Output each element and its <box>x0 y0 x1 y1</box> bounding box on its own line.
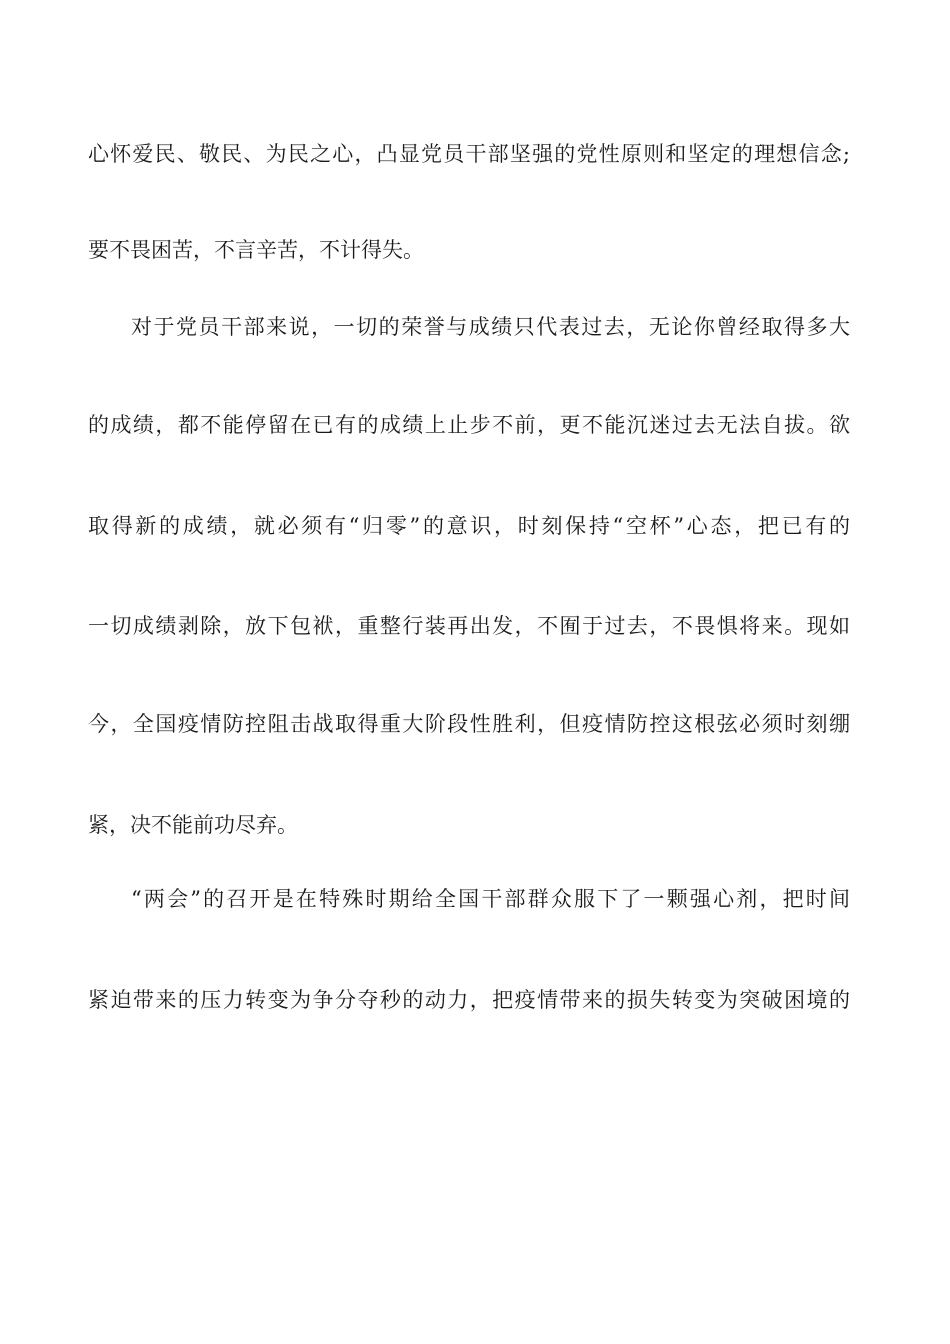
paragraph-3-line-2: 紧迫带来的压力转变为争分夺秒的动力，把疫情带来的损失转变为突破困境的 <box>88 988 850 1012</box>
text-line-1: 心怀爱民、敬民、为民之心，凸显党员干部坚强的党性原则和坚定的理想信念; <box>88 142 850 166</box>
paragraph-2-line-1: 对于党员干部来说，一切的荣誉与成绩只代表过去，无论你曾经取得多大 <box>131 315 850 339</box>
paragraph-2-line-5: 今，全国疫情防控阻击战取得重大阶段性胜利，但疫情防控这根弦必须时刻绷 <box>88 712 850 736</box>
paragraph-2-line-2: 的成绩，都不能停留在已有的成绩上止步不前，更不能沉迷过去无法自拔。欲 <box>88 413 850 437</box>
paragraph-2-line-3: 取得新的成绩，就必须有“归零”的意识，时刻保持“空杯”心态，把已有的 <box>88 514 850 538</box>
paragraph-3-line-1: “两会”的召开是在特殊时期给全国干部群众服下了一颗强心剂，把时间 <box>131 887 850 911</box>
paragraph-2-line-4: 一切成绩剥除，放下包袱，重整行装再出发，不囿于过去，不畏惧将来。现如 <box>88 614 850 638</box>
paragraph-2-line-6: 紧，决不能前功尽弃。 <box>88 813 298 837</box>
text-line-2: 要不畏困苦，不言辛苦，不计得失。 <box>88 238 424 262</box>
